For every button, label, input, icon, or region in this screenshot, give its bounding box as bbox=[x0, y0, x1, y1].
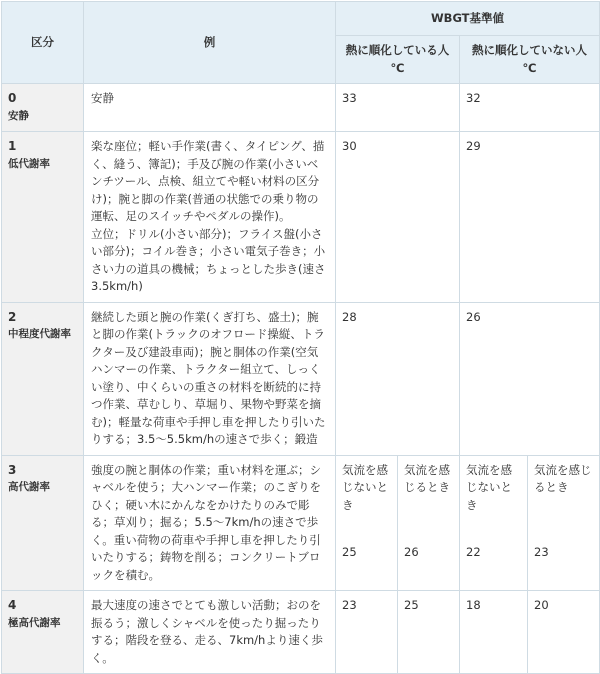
example-cell: 継続した頭と腕の作業(くぎ打ち、盛土)；腕と脚の作業(トラックのオフロード操縦、トラクター及び建設車両)；腕と胴体の作業(空気ハンマーの作業、トラクター組立て、しっくい塗り、中くらいの重さの材料を断続的に持つ作業、草むしり、草堀り、果物や野菜を摘む)；軽量な荷車や手押し車を押したり引いたりする；3.5～5.5km/hの速さで歩く；鍛造 bbox=[84, 302, 336, 455]
category-label: 高代謝率 bbox=[8, 481, 50, 493]
value-acclimatized-no-airflow bbox=[336, 455, 398, 591]
category-label: 低代謝率 bbox=[8, 157, 50, 170]
category-number: 2 bbox=[8, 309, 17, 324]
category-cell bbox=[2, 591, 84, 674]
header-not-acclimatized: 熱に順化していない人 ℃ bbox=[460, 36, 600, 84]
airflow-label: 気流を感じないとき bbox=[342, 462, 388, 512]
example-cell: 楽な座位；軽い手作業(書く、タイピング、描く、縫う、簿記)；手及び腕の作業(小さいベンチツール、点検、組立てや軽い材料の区分け)；腕と脚の作業(普通の状態での乗り物の運転、足のスイッチやペダルの操作)。 立位；ドリル(小さい部分)；フライス盤(小さい部分)；コイル巻き；小さい電気子巻き；小さい力の道具の機械；ちょっとした歩き(速さ3.5km/h) bbox=[84, 132, 336, 303]
header-category: 区分 bbox=[2, 2, 84, 84]
value-not-acclimatized-no-airflow: 18 bbox=[460, 591, 528, 674]
category-label: 安静 bbox=[8, 109, 29, 122]
wbgt-value: 23 bbox=[534, 545, 549, 559]
airflow-label: 気流を感じるとき bbox=[534, 462, 592, 494]
value-not-acclimatized: 32 bbox=[460, 84, 600, 132]
table-row bbox=[2, 132, 600, 303]
value-not-acclimatized: 29 bbox=[460, 132, 600, 303]
header-example: 例 bbox=[84, 2, 336, 84]
value-acclimatized: 30 bbox=[336, 132, 460, 303]
example-cell: 安静 bbox=[84, 84, 336, 132]
airflow-label: 気流を感じるとき bbox=[404, 462, 450, 494]
category-number: 4 bbox=[8, 598, 17, 612]
value-not-acclimatized-airflow bbox=[528, 455, 600, 591]
table-row bbox=[2, 84, 600, 132]
value-not-acclimatized-airflow: 20 bbox=[528, 591, 600, 674]
value-acclimatized-airflow: 25 bbox=[398, 591, 460, 674]
wbgt-value: 26 bbox=[404, 545, 419, 559]
example-cell: 強度の腕と胴体の作業；重い材料を運ぶ；シャベルを使う；大ハンマー作業；のこぎりをひく；硬い木にかんなをかけたりのみで彫る；草刈り；掘る；5.5～7km/hの速さで歩く。重い荷物の荷車や手押し車を押したり引いたりする；鋳物を削る；コンクリートブロックを積む。 bbox=[84, 455, 336, 591]
table-row bbox=[2, 302, 600, 455]
table-row bbox=[2, 591, 600, 674]
category-number: 3 bbox=[8, 462, 17, 477]
category-label: 極高代謝率 bbox=[8, 616, 61, 629]
value-acclimatized: 33 bbox=[336, 84, 460, 132]
wbgt-value: 25 bbox=[342, 545, 357, 559]
value-acclimatized-no-airflow: 23 bbox=[336, 591, 398, 674]
category-cell bbox=[2, 302, 84, 455]
category-number: 1 bbox=[8, 139, 17, 153]
header-acclimatized: 熱に順化している人 ℃ bbox=[336, 36, 460, 84]
value-acclimatized-airflow bbox=[398, 455, 460, 591]
table-row bbox=[2, 455, 600, 591]
category-number: 0 bbox=[8, 91, 17, 105]
category-cell bbox=[2, 455, 84, 591]
header-wbgt: WBGT基準値 bbox=[336, 2, 600, 36]
value-acclimatized: 28 bbox=[336, 302, 460, 455]
value-not-acclimatized: 26 bbox=[460, 302, 600, 455]
category-cell bbox=[2, 84, 84, 132]
wbgt-reference-table bbox=[1, 1, 600, 674]
category-label: 中程度代謝率 bbox=[8, 328, 71, 340]
airflow-label: 気流を感じないとき bbox=[466, 462, 512, 512]
wbgt-value: 22 bbox=[466, 545, 481, 559]
value-not-acclimatized-no-airflow bbox=[460, 455, 528, 591]
example-cell: 最大速度の速さでとても激しい活動；おのを振るう；激しくシャベルを使ったり掘ったりする；階段を登る、走る、7km/hより速く歩く。 bbox=[84, 591, 336, 674]
category-cell bbox=[2, 132, 84, 303]
